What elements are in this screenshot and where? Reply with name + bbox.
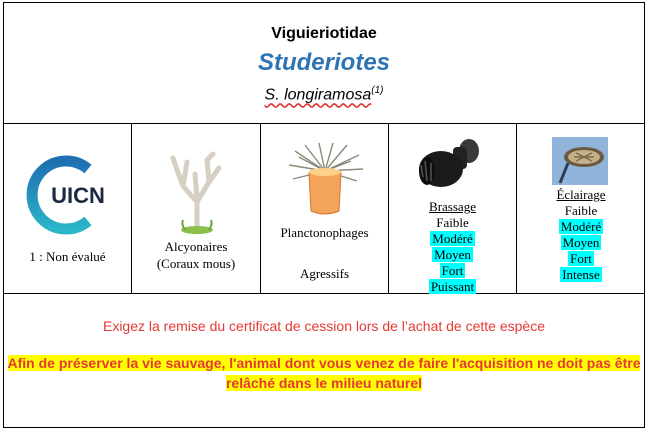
type-cell: [132, 125, 260, 293]
light-level-4: Intense: [562, 267, 600, 282]
divider-bottom: [4, 293, 644, 294]
flow-level: [389, 231, 516, 247]
light-level: [517, 219, 645, 235]
species-label: S. longiramosa: [264, 86, 372, 104]
family-name: Viguieriotidae: [271, 25, 377, 42]
light-level: [517, 251, 645, 267]
soft-coral-icon: [167, 150, 227, 236]
light-level-2: Moyen: [562, 235, 600, 250]
flow-level: [389, 279, 516, 295]
behaviour-label: Agressifs: [299, 266, 350, 281]
flow-level-2: Moyen: [434, 247, 471, 262]
divider-top: [4, 123, 644, 124]
lamp-icon: [550, 135, 610, 187]
flow-level: [389, 215, 516, 231]
flow-cell: [389, 125, 516, 293]
release-warning-line-1: Afin de préserver la vie sauvage, l'animal dont vous venez de faire l'acquisition ne doit pas être: [7, 355, 641, 371]
flow-title: Brassage: [429, 199, 476, 214]
flow-level-1: Modéré: [432, 231, 473, 246]
flow-level-4: Puissant: [430, 279, 475, 294]
flow-levels: [389, 215, 516, 295]
uicn-logo-icon: [18, 155, 118, 235]
anemone-icon: [285, 141, 365, 221]
light-level-1: Modéré: [560, 219, 602, 234]
flow-level: [389, 263, 516, 279]
light-levels: [517, 203, 645, 283]
flow-level-3: Fort: [441, 263, 464, 278]
light-cell: [517, 125, 645, 293]
release-warning-line-2: relâché dans le milieu naturel: [225, 375, 423, 391]
light-level-0: Faible: [564, 203, 598, 218]
species-note: (1): [371, 85, 384, 96]
release-warning: [4, 353, 644, 393]
light-level: [517, 267, 645, 283]
light-title: Éclairage: [556, 187, 606, 202]
light-title-wrap: [517, 187, 645, 203]
flow-title-wrap: [389, 199, 516, 215]
uicn-cell: [4, 125, 131, 293]
species-sheet: [3, 2, 645, 428]
wave-pump-icon: [413, 133, 491, 195]
species-name: [4, 85, 644, 104]
light-level: [517, 203, 645, 219]
type-line-2: (Coraux mous): [156, 256, 236, 271]
genus-name: Studeriotes: [257, 49, 391, 76]
type-line-1: Alcyonaires: [164, 239, 228, 254]
flow-level-0: Faible: [436, 215, 469, 230]
light-level: [517, 235, 645, 251]
uicn-logo-text: UICN: [51, 183, 105, 208]
certificate-notice: Exigez la remise du certificat de cession lors de l’achat de cette espèce: [102, 318, 545, 334]
diet-label: Planctonophages: [280, 225, 369, 240]
light-level-3: Fort: [570, 251, 592, 266]
flow-level: [389, 247, 516, 263]
feeding-cell: [261, 125, 388, 293]
uicn-status: 1 : Non évalué: [29, 249, 106, 264]
